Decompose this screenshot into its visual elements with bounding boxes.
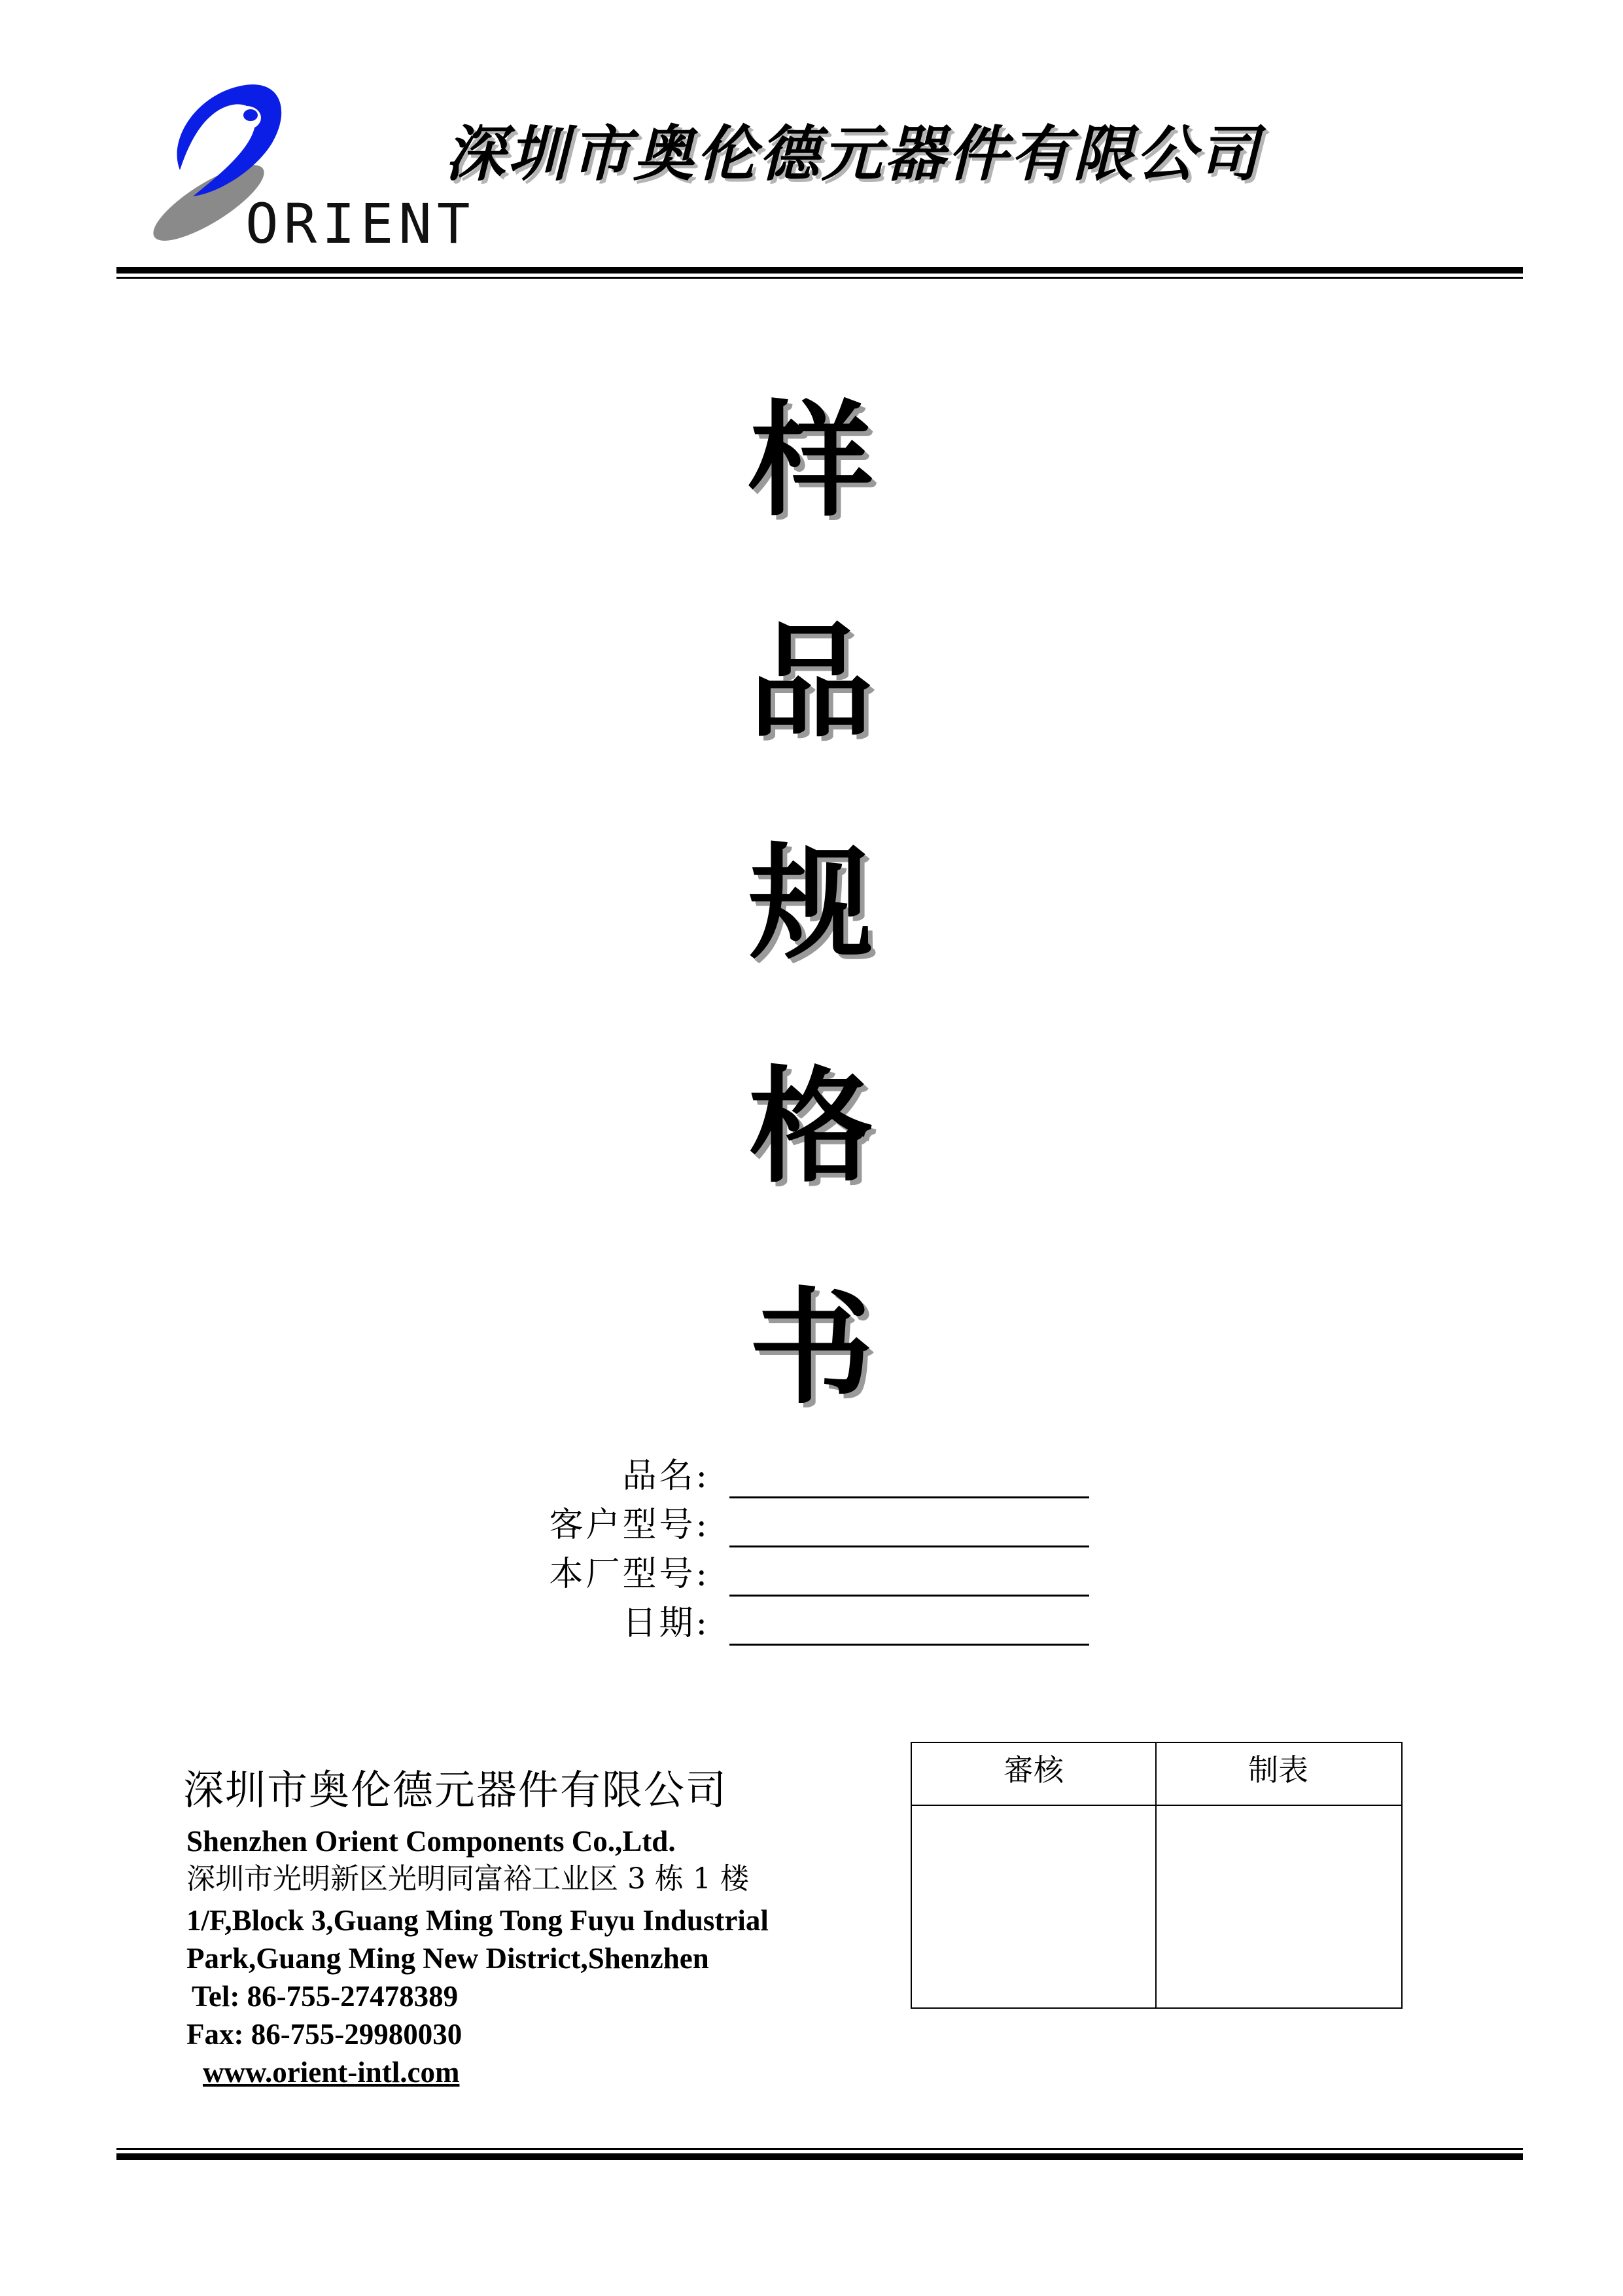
title-char-2: 品: [748, 610, 873, 754]
logo-wordmark: ORIENT: [245, 192, 476, 256]
approval-header-review: 審核: [1003, 1752, 1064, 1788]
field-label-product-name: 品名:: [622, 1457, 710, 1496]
approval-cell-prepared[interactable]: [1157, 1806, 1400, 2009]
header-rule-thick: [116, 267, 1523, 274]
field-line-customer-model[interactable]: [729, 1545, 1089, 1547]
header-rule-thin: [116, 277, 1523, 279]
field-label-customer-model: 客户型号:: [549, 1506, 710, 1545]
footer-tel: Tel: 86-755-27478389: [192, 1980, 459, 2013]
title-char-5: 书: [748, 1276, 873, 1421]
field-line-factory-model[interactable]: [729, 1595, 1089, 1597]
footer-rule-thick: [116, 2153, 1523, 2160]
footer-website-link[interactable]: www.orient-intl.com: [203, 2056, 460, 2089]
field-line-product-name[interactable]: [729, 1496, 1089, 1498]
footer-address-cn: 深圳市光明新区光明同富裕工业区 3 栋 1 楼: [186, 1862, 749, 1896]
field-label-factory-model: 本厂型号:: [549, 1555, 710, 1594]
footer-company-name-en: Shenzhen Orient Components Co.,Ltd.: [186, 1825, 676, 1858]
approval-table: [911, 1742, 1403, 2009]
title-char-3: 规: [748, 832, 873, 976]
company-title: 深圳市奥伦德元器件有限公司: [445, 119, 1262, 189]
footer-address-en-1: 1/F,Block 3,Guang Ming Tong Fuyu Industrial: [186, 1904, 769, 1937]
title-char-1: 样: [748, 389, 873, 533]
approval-header-prepared: 制表: [1248, 1752, 1308, 1788]
field-line-date[interactable]: [729, 1644, 1089, 1646]
field-label-date: 日期:: [622, 1604, 710, 1643]
footer-fax: Fax: 86-755-29980030: [186, 2018, 462, 2051]
title-char-4: 格: [748, 1055, 873, 1199]
approval-cell-review[interactable]: [912, 1806, 1155, 2009]
footer-address-en-2: Park,Guang Ming New District,Shenzhen: [186, 1942, 709, 1975]
footer-company-name-cn: 深圳市奥伦德元器件有限公司: [183, 1766, 728, 1814]
footer-rule-thin: [116, 2148, 1523, 2150]
